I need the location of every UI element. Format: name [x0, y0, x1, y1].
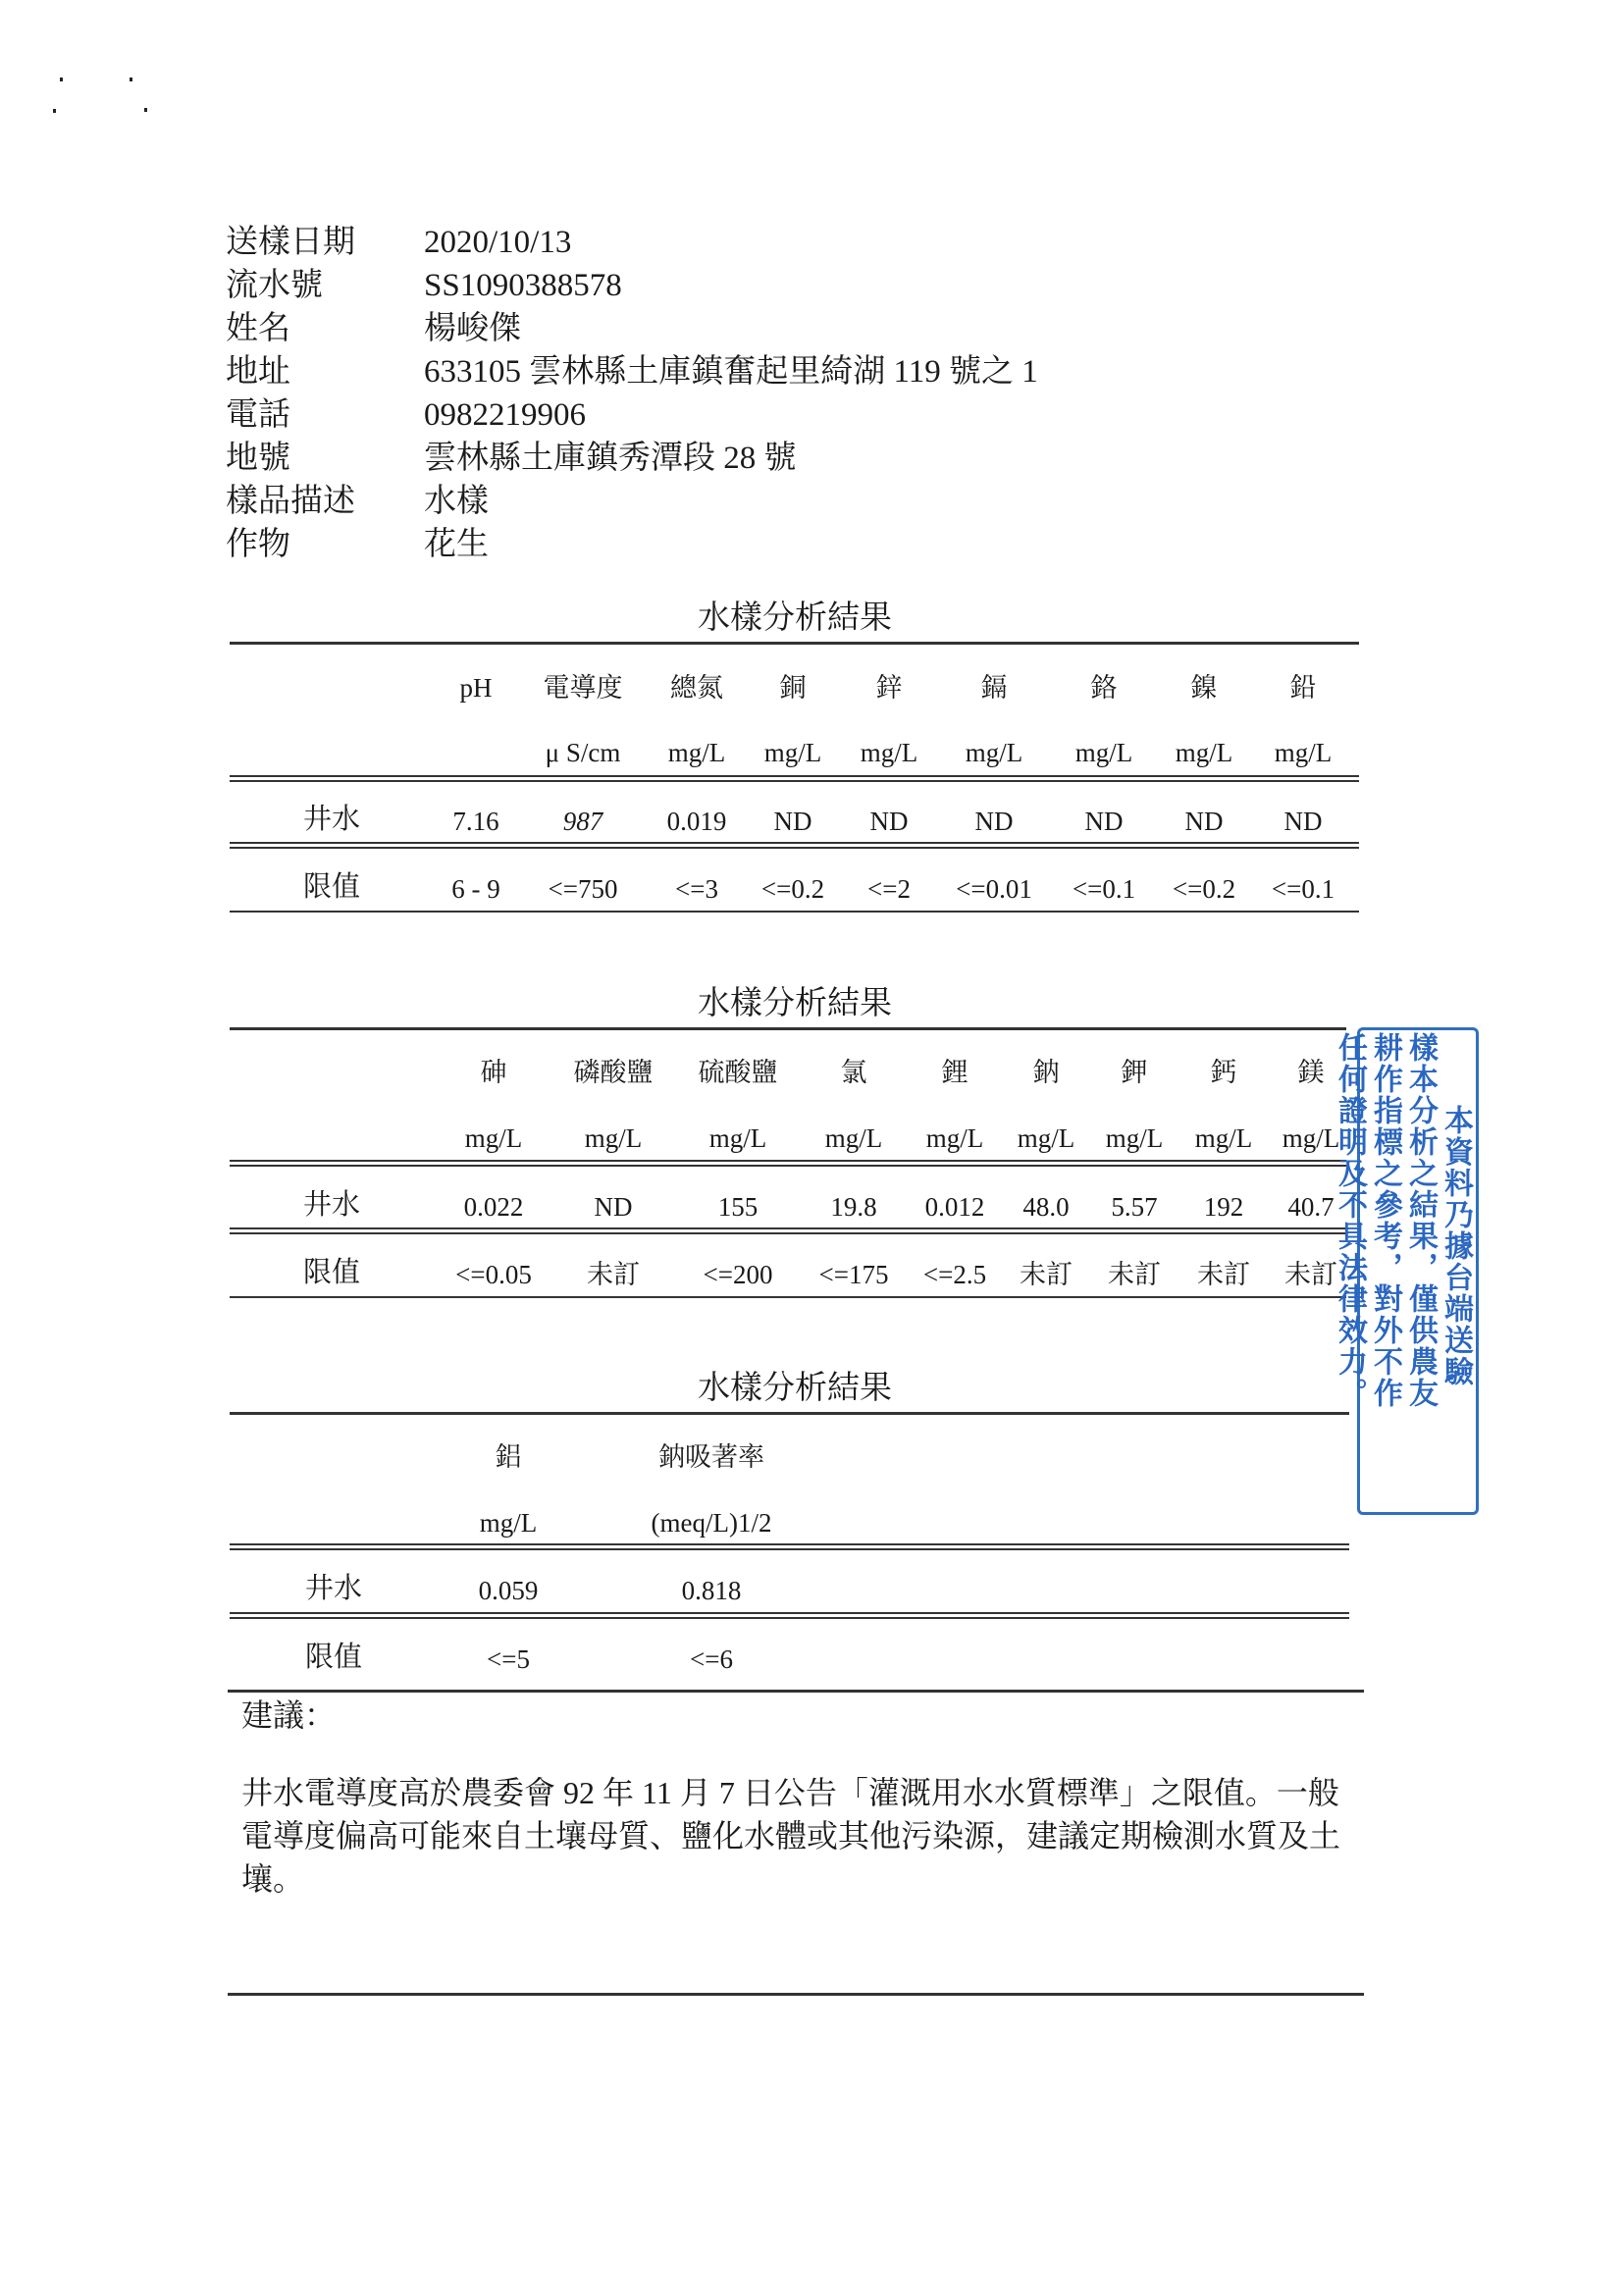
unit-cell: mg/L: [464, 1123, 523, 1153]
unit-cell: mg/L: [1194, 1123, 1253, 1153]
info-label-sample-desc: 樣品描述: [226, 484, 355, 519]
suggestion-heading: 建議：: [241, 1697, 337, 1733]
table-rule: [228, 1690, 1364, 1693]
data-cell: ND: [1184, 807, 1224, 836]
table-title: 水樣分析結果: [698, 986, 892, 1021]
unit-cell: mg/L: [1105, 1123, 1164, 1153]
header-cell: 鉀: [1121, 1058, 1148, 1087]
disclaimer-stamp: [1333, 1027, 1479, 1515]
limit-cell: 未訂: [1197, 1260, 1250, 1289]
info-label-name: 姓名: [226, 311, 290, 346]
row-label: 井水: [304, 1573, 363, 1604]
header-cell: 鈉: [1032, 1058, 1060, 1087]
header-cell: 鎳: [1190, 673, 1218, 703]
header-cell: 鎂: [1297, 1058, 1325, 1087]
data-cell: ND: [594, 1192, 633, 1222]
data-cell: 5.57: [1111, 1192, 1158, 1222]
unit-cell: mg/L: [824, 1123, 883, 1153]
unit-cell: mg/L: [1282, 1123, 1340, 1153]
info-value-serial: SS1090388578: [424, 268, 622, 303]
row-label: 限值: [302, 1257, 361, 1288]
table-double-rule: [230, 842, 1359, 849]
limit-cell: <=0.01: [956, 874, 1032, 904]
table-title: 水樣分析結果: [698, 1371, 892, 1406]
data-cell: ND: [1084, 807, 1124, 836]
data-cell: 0.019: [666, 807, 727, 836]
data-cell: 7.16: [452, 807, 499, 836]
info-label-address: 地址: [226, 354, 290, 390]
scan-speck: [144, 108, 147, 112]
limit-cell: 未訂: [1108, 1260, 1161, 1289]
unit-cell: mg/L: [667, 738, 726, 767]
info-value-address: 633105 雲林縣土庫鎮奮起里綺湖 119 號之 1: [424, 354, 1038, 390]
header-cell: 鉛: [1289, 673, 1317, 703]
limit-cell: <=0.1: [1271, 874, 1335, 904]
row-label: 限值: [302, 871, 361, 903]
header-cell: 電導度: [543, 673, 623, 703]
table-double-rule: [230, 1160, 1346, 1167]
row-label: 井水: [302, 1189, 361, 1221]
data-cell: 40.7: [1287, 1192, 1335, 1222]
unit-cell: mg/L: [708, 1123, 767, 1153]
data-cell: ND: [974, 807, 1014, 836]
info-value-crop: 花生: [424, 527, 489, 562]
limit-cell: 未訂: [587, 1260, 640, 1289]
scan-speck: [130, 78, 132, 81]
table-title: 水樣分析結果: [698, 600, 892, 636]
stamp-column: 耕作指標之參考，對外不作: [1368, 1032, 1402, 1409]
data-cell: 155: [717, 1192, 759, 1222]
limit-cell: <=0.1: [1072, 874, 1136, 904]
table-rule: [230, 911, 1359, 913]
data-cell: ND: [773, 807, 812, 836]
header-cell: 鉻: [1090, 673, 1118, 703]
header-cell: 鈉吸著率: [658, 1442, 764, 1472]
data-cell: ND: [869, 807, 909, 836]
info-value-land-no: 雲林縣土庫鎮秀潭段 28 號: [424, 441, 797, 476]
row-label: 井水: [302, 804, 361, 835]
stamp-column: 本資料乃據台端送驗: [1439, 1105, 1473, 1387]
info-label-phone: 電話: [226, 397, 290, 433]
info-label-date: 送樣日期: [226, 225, 355, 260]
limit-cell: 未訂: [1284, 1260, 1337, 1289]
scan-speck: [53, 109, 56, 113]
info-label-land-no: 地號: [226, 441, 290, 476]
info-label-crop: 作物: [226, 527, 290, 562]
stamp-column: 任何證明及不具法律效力。: [1333, 1032, 1367, 1409]
row-label: 限值: [304, 1642, 363, 1673]
unit-cell: mg/L: [1175, 738, 1233, 767]
table-double-rule: [230, 1543, 1349, 1550]
info-value-phone: 0982219906: [424, 397, 586, 433]
scan-speck: [60, 78, 63, 81]
unit-cell: mg/L: [965, 738, 1023, 767]
info-value-sample-desc: 水樣: [424, 484, 489, 519]
header-cell: 氯: [840, 1058, 867, 1087]
limit-cell: <=2: [867, 874, 911, 904]
data-cell: 0.059: [478, 1576, 539, 1605]
unit-cell: mg/L: [1274, 738, 1333, 767]
unit-cell: mg/L: [925, 1123, 984, 1153]
header-cell: 砷: [480, 1058, 507, 1087]
table-rule: [230, 1412, 1349, 1415]
suggestion-body: 井水電導度高於農委會 92 年 11 月 7 日公告「灌溉用水水質標準」之限值。一般電導度偏高可能來自土壤母質、鹽化水體或其他污染源，建議定期檢測水質及土壤。: [241, 1775, 1341, 1897]
header-cell: 鋅: [875, 673, 903, 703]
limit-cell: <=5: [487, 1644, 530, 1674]
table-rule: [230, 1296, 1346, 1298]
limit-cell: <=0.2: [760, 874, 825, 904]
limit-cell: 6 - 9: [451, 874, 500, 904]
header-cell: 硫酸鹽: [698, 1058, 778, 1087]
header-cell: 鋁: [495, 1442, 522, 1472]
header-cell: 磷酸鹽: [573, 1058, 654, 1087]
info-value-date: 2020/10/13: [424, 225, 572, 260]
table-rule: [230, 1027, 1346, 1030]
unit-cell: mg/L: [1074, 738, 1133, 767]
table-double-rule: [230, 1227, 1346, 1234]
stamp-column: 樣本分析之結果，僅供農友: [1403, 1032, 1438, 1409]
data-cell: 19.8: [830, 1192, 877, 1222]
limit-cell: <=3: [675, 874, 718, 904]
unit-cell: mg/L: [584, 1123, 643, 1153]
unit-cell: mg/L: [1017, 1123, 1075, 1153]
limit-cell: <=175: [818, 1260, 889, 1289]
header-cell: pH: [459, 673, 493, 703]
unit-cell: mg/L: [860, 738, 918, 767]
data-cell: 0.012: [924, 1192, 985, 1222]
unit-cell: (meq/L)1/2: [651, 1508, 772, 1538]
data-cell: 0.818: [681, 1576, 742, 1605]
unit-cell: μ S/cm: [545, 738, 621, 767]
limit-cell: <=2.5: [922, 1260, 987, 1289]
section-rule: [228, 1993, 1364, 1996]
data-cell: ND: [1283, 807, 1323, 836]
table-double-rule: [230, 1612, 1349, 1619]
info-value-name: 楊峻傑: [424, 311, 521, 346]
table-double-rule: [230, 775, 1359, 782]
limit-cell: <=0.05: [455, 1260, 532, 1289]
unit-cell: mg/L: [479, 1508, 538, 1538]
limit-cell: 未訂: [1020, 1260, 1073, 1289]
header-cell: 銅: [779, 673, 807, 703]
limit-cell: <=200: [703, 1260, 773, 1289]
data-cell: 48.0: [1022, 1192, 1070, 1222]
data-cell: 0.022: [463, 1192, 524, 1222]
data-cell: 192: [1203, 1192, 1244, 1222]
info-label-serial: 流水號: [226, 268, 323, 303]
header-cell: 鈣: [1210, 1058, 1237, 1087]
table-rule: [230, 642, 1359, 645]
data-cell-exceeded: 987: [562, 807, 603, 836]
header-cell: 鋰: [941, 1058, 969, 1087]
unit-cell: mg/L: [763, 738, 822, 767]
limit-cell: <=750: [548, 874, 618, 904]
limit-cell: <=6: [690, 1644, 733, 1674]
header-cell: 鎘: [980, 673, 1008, 703]
header-cell: 總氮: [670, 673, 723, 703]
limit-cell: <=0.2: [1172, 874, 1236, 904]
